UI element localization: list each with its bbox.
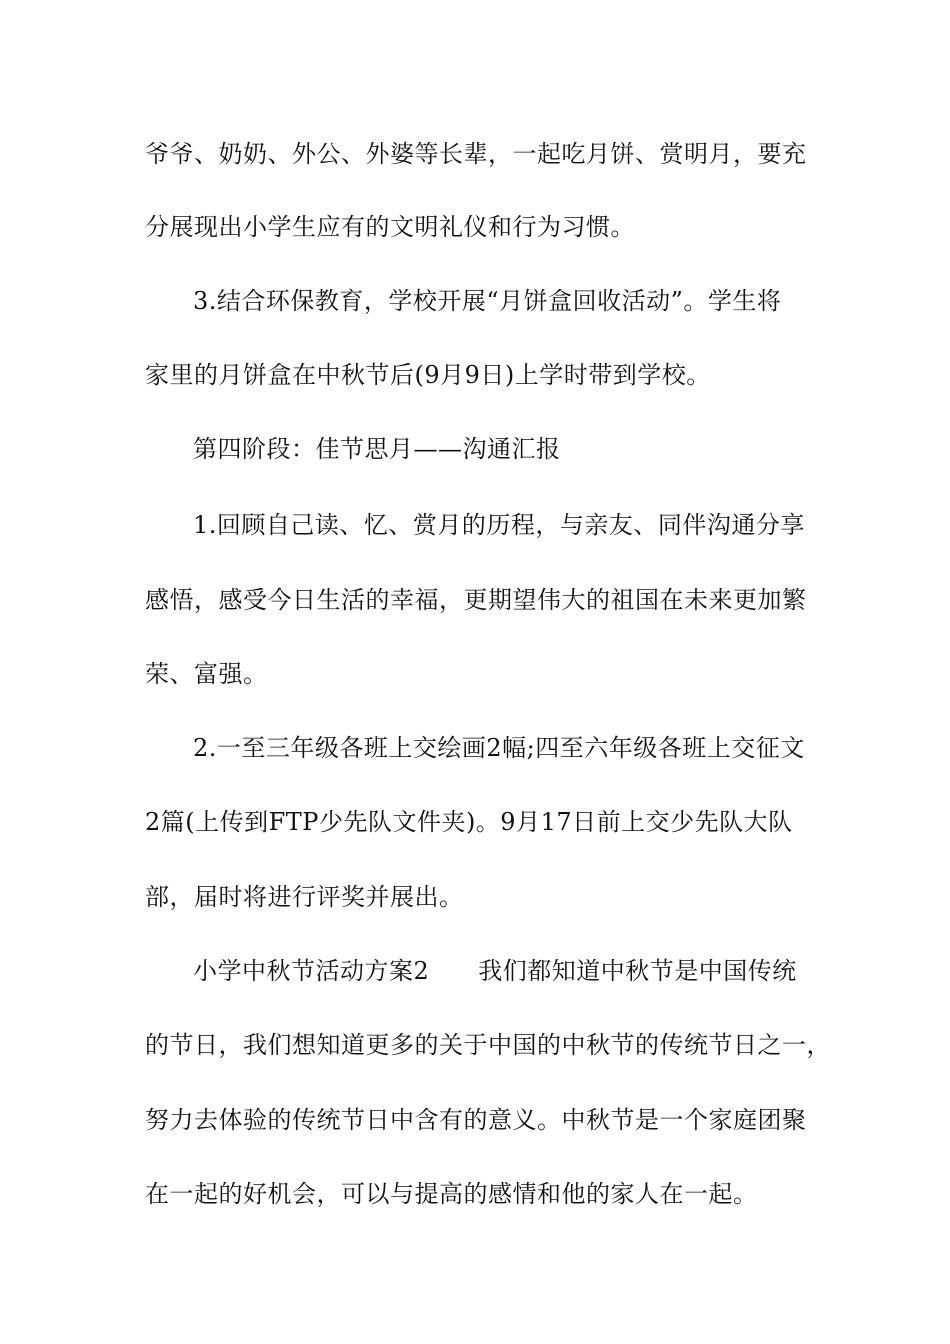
text-line: 感悟，感受今日生活的幸福，更期望伟大的祖国在未来更加繁 xyxy=(145,586,807,614)
text-line: 家里的月饼盒在中秋节后(9月9日)上学时带到学校。 xyxy=(145,361,711,389)
text-line: 2篇(上传到FTP少先队文件夹)。9月17日前上交少先队大队 xyxy=(145,808,793,836)
section-heading: 第四阶段：佳节思月——沟通汇报 xyxy=(193,435,561,463)
text-line: 的节日，我们想知道更多的关于中国的中秋节的传统节日之一， xyxy=(145,1031,831,1059)
text-line: 部，届时将进行评奖并展出。 xyxy=(145,883,464,911)
text-line: 努力去体验的传统节日中含有的意义。中秋节是一个家庭团聚 xyxy=(145,1106,807,1134)
text-line: 在一起的好机会，可以与提高的感情和他的家人在一起。 xyxy=(145,1180,758,1208)
text-line: 2.一至三年级各班上交绘画2幅;四至六年级各班上交征文 xyxy=(193,734,805,762)
text-line: 1.回顾自己读、忆、赏月的历程，与亲友、同伴沟通分享 xyxy=(193,511,805,539)
text-line: 分展现出小学生应有的文明礼仪和行为习惯。 xyxy=(145,213,635,241)
section-heading: 小学中秋节活动方案2 我们都知道中秋节是中国传统 xyxy=(193,957,797,985)
text-line: 3.结合环保教育，学校开展“月饼盒回收活动”。学生将 xyxy=(193,287,782,315)
text-line: 荣、富强。 xyxy=(145,660,268,688)
text-line: 爷爷、奶奶、外公、外婆等长辈，一起吃月饼、赏明月，要充 xyxy=(145,140,807,168)
